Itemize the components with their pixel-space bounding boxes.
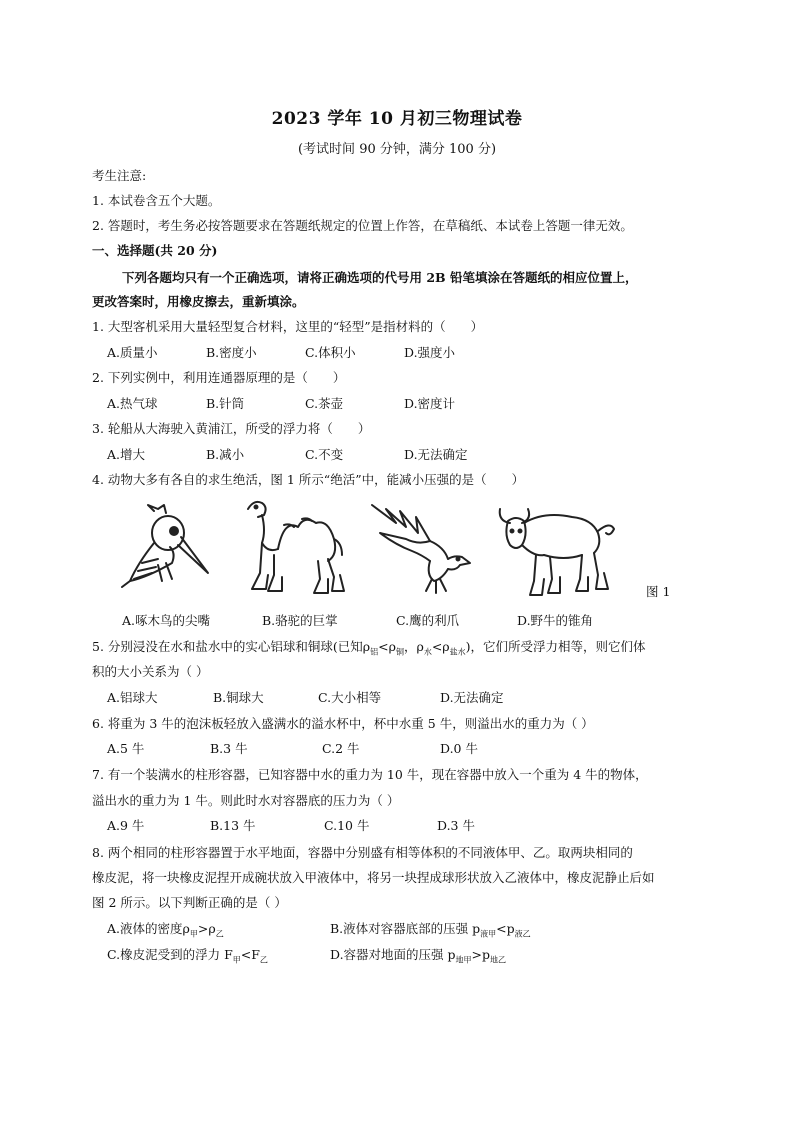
subscript: 水 xyxy=(423,647,432,657)
subscript: 铜 xyxy=(395,647,404,657)
notice-item: 2. 答题时，考生务必按答题要求在答题纸规定的位置上作答，在草稿纸、本试卷上答题一律无效。 xyxy=(92,218,633,233)
question-2-stem: 2. 下列实例中，利用连通器原理的是（ ） xyxy=(92,370,346,385)
option-text: D.容器对地面的压强 p xyxy=(330,947,456,962)
question-3-stem: 3. 轮船从大海驶入黄浦江，所受的浮力将（ ） xyxy=(92,421,371,436)
question-5-option-a: A.铝球大 xyxy=(107,690,158,705)
question-2-option-a: A.热气球 xyxy=(107,396,158,411)
stem-text: <ρ xyxy=(378,639,396,654)
subscript: 甲 xyxy=(232,955,241,965)
question-8-option-c xyxy=(107,947,268,969)
question-5-stem xyxy=(92,639,646,661)
question-1-option-a: A.质量小 xyxy=(107,345,158,360)
question-8-option-a xyxy=(107,921,224,943)
subscript: 液乙 xyxy=(514,929,531,939)
question-5-option-d: D.无法确定 xyxy=(440,690,504,705)
exam-duration-note: (考试时间 90 分钟，满分 100 分) xyxy=(297,142,497,157)
question-3-option-d: D.无法确定 xyxy=(404,447,468,462)
subscript: 盐水 xyxy=(449,647,466,657)
question-5-option-b: B.铜球大 xyxy=(213,690,264,705)
question-2-option-d: D.密度计 xyxy=(404,396,456,411)
stem-text: <ρ xyxy=(431,639,450,654)
question-4-stem: 4. 动物大多有各自的求生绝活，图 1 所示“绝活”中，能减小压强的是（ ） xyxy=(92,472,525,487)
question-2-option-b: B.针筒 xyxy=(206,396,245,411)
subscript: 地乙 xyxy=(490,955,507,965)
question-4-option-d: D.野牛的锥角 xyxy=(517,613,594,628)
option-text: <p xyxy=(496,921,515,936)
question-5-option-c: C.大小相等 xyxy=(318,690,382,705)
option-text: <F xyxy=(240,947,260,962)
question-8-stem-cont: 橡皮泥，将一块橡皮泥捏开成碗状放入甲液体中，将另一块捏成球形状放入乙液体中，橡皮泥静止后如 xyxy=(92,870,655,885)
question-6-option-c: C.2 牛 xyxy=(322,741,360,756)
camel-icon xyxy=(238,495,348,597)
section-instruction: 下列各题均只有一个正确选项，请将正确选项的代号用 2B 铅笔填涂在答题纸的相应位置上， xyxy=(122,270,638,285)
bull-icon xyxy=(494,505,618,599)
question-4-option-c: C.鹰的利爪 xyxy=(396,613,460,628)
question-8-option-b xyxy=(330,921,531,943)
section-instruction: 更改答案时，用橡皮擦去，重新填涂。 xyxy=(92,294,305,309)
question-6-option-d: D.0 牛 xyxy=(440,741,478,756)
question-6-stem: 6. 将重为 3 牛的泡沫板轻放入盛满水的溢水杯中，杯中水重 5 牛，则溢出水的重力为（ ） xyxy=(92,716,594,731)
eagle-icon xyxy=(366,499,476,597)
question-7-option-b: B.13 牛 xyxy=(210,818,256,833)
question-6-option-a: A.5 牛 xyxy=(107,741,145,756)
notice-item: 1. 本试卷含五个大题。 xyxy=(92,193,221,208)
stem-text: )，它们所受浮力相等，则它们体 xyxy=(465,639,646,654)
subscript: 铝 xyxy=(370,647,379,657)
notice-heading: 考生注意: xyxy=(92,168,147,183)
question-1-option-d: D.强度小 xyxy=(404,345,456,360)
option-text: C.橡皮泥受到的浮力 F xyxy=(107,947,233,962)
question-7-stem: 7. 有一个装满水的柱形容器，已知容器中水的重力为 10 牛，现在容器中放入一个重为 4 牛的物体， xyxy=(92,767,648,782)
subscript: 地甲 xyxy=(455,955,472,965)
question-5-stem-cont: 积的大小关系为（ ） xyxy=(92,664,209,679)
option-text: B.液体对容器底部的压强 p xyxy=(330,921,481,936)
question-8-stem-cont: 图 2 所示。以下判断正确的是（ ） xyxy=(92,895,287,910)
question-7-stem-cont: 溢出水的重力为 1 牛。则此时水对容器底的压力为（ ） xyxy=(92,793,400,808)
question-4-option-b: B.骆驼的巨掌 xyxy=(262,613,338,628)
question-1-option-c: C.体积小 xyxy=(305,345,356,360)
option-text: A.液体的密度ρ xyxy=(107,921,190,936)
question-7-option-c: C.10 牛 xyxy=(324,818,370,833)
question-2-option-c: C.茶壶 xyxy=(305,396,344,411)
subscript: 甲 xyxy=(189,929,198,939)
section-heading: 一、选择题(共 20 分) xyxy=(92,243,218,258)
question-3-option-a: A.增大 xyxy=(107,447,146,462)
question-4-option-a: A.啄木鸟的尖嘴 xyxy=(122,613,211,628)
question-1-option-b: B.密度小 xyxy=(206,345,257,360)
question-3-option-c: C.不变 xyxy=(305,447,344,462)
question-8-option-d xyxy=(330,947,506,969)
subscript: 液甲 xyxy=(480,929,497,939)
subscript: 乙 xyxy=(259,955,268,965)
option-text: >p xyxy=(471,947,491,962)
stem-text: 5. 分别浸没在水和盐水中的实心铝球和铜球(已知ρ xyxy=(92,639,371,654)
figure-1-label: 图 1 xyxy=(646,584,671,599)
question-7-option-a: A.9 牛 xyxy=(107,818,145,833)
question-8-stem: 8. 两个相同的柱形容器置于水平地面，容器中分别盛有相等体积的不同液体甲、乙。取两块相同的 xyxy=(92,845,633,860)
question-1-stem: 1. 大型客机采用大量轻型复合材料，这里的“轻型”是指材料的（ ） xyxy=(92,319,484,334)
question-6-option-b: B.3 牛 xyxy=(210,741,248,756)
woodpecker-icon xyxy=(118,503,210,591)
question-7-option-d: D.3 牛 xyxy=(437,818,475,833)
stem-text: ，ρ xyxy=(403,639,424,654)
figure-1 xyxy=(110,495,670,605)
option-text: >ρ xyxy=(197,921,216,936)
subscript: 乙 xyxy=(215,929,224,939)
page-title: 2023 学年 10 月初三物理试卷 xyxy=(271,109,523,129)
question-3-option-b: B.减小 xyxy=(206,447,245,462)
